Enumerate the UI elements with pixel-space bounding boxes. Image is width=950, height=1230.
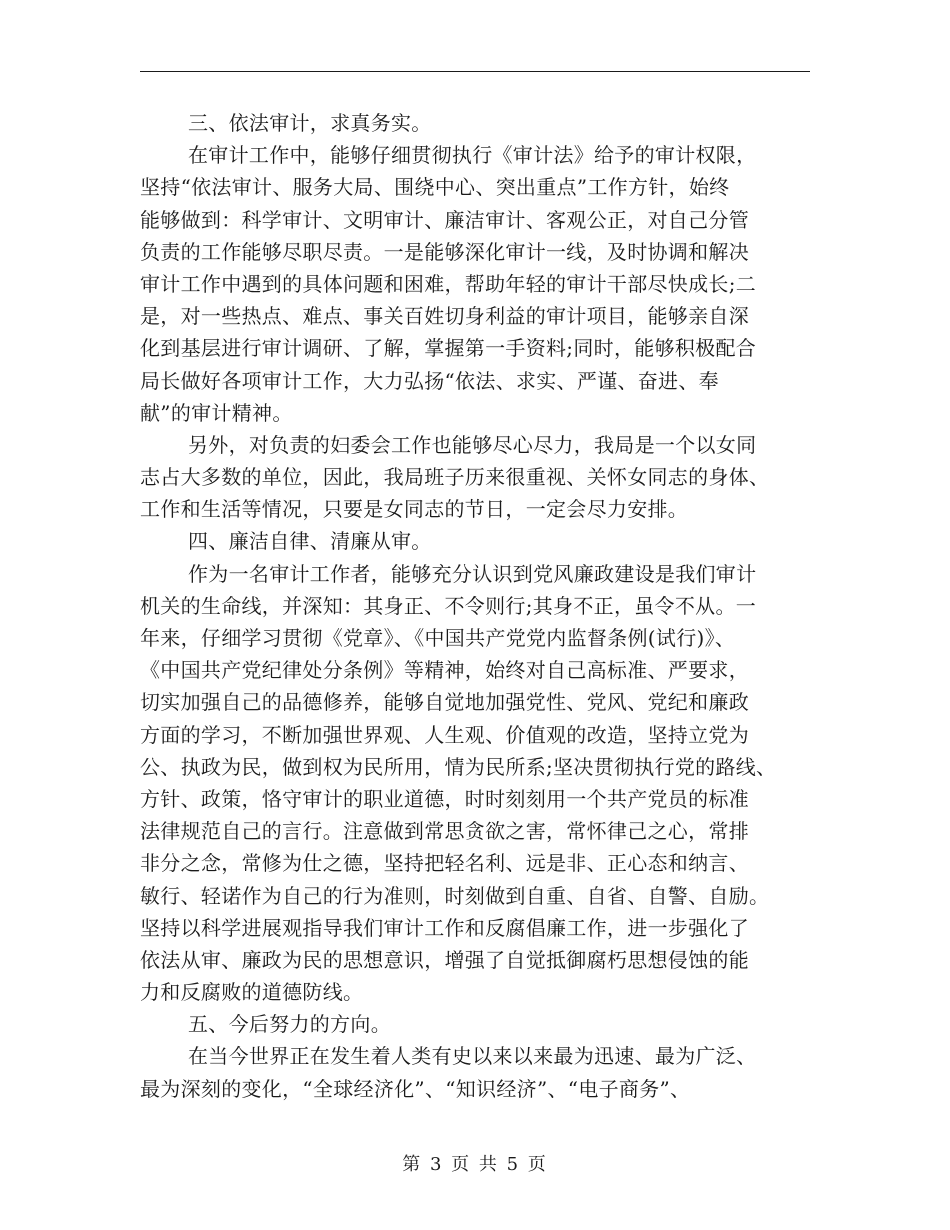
text-line: 坚持“依法审计、服务大局、围绕中心、突出重点”工作方针，始终	[140, 175, 730, 200]
text-line: 是，对一些热点、难点、事关百姓切身利益的审计项目，能够亲自深	[140, 304, 749, 329]
text-line: 非分之念，常修为仕之德，坚持把轻名利、远是非、正心态和纳言、	[140, 851, 749, 876]
text-line: 能够做到：科学审计、文明审计、廉洁审计、客观公正，对自己分管	[140, 207, 749, 232]
text-line: 志占大多数的单位，因此，我局班子历来很重视、关怀女同志的身体、	[140, 465, 770, 490]
text-line: 另外，对负责的妇委会工作也能够尽心尽力，我局是一个以女同	[188, 432, 757, 457]
text-line: 工作和生活等情况，只要是女同志的节日，一定会尽力安排。	[140, 497, 689, 522]
text-line: 化到基层进行审计调研、了解，掌握第一手资料;同时，能够积极配合	[140, 336, 757, 361]
text-line: 方针、政策，恪守审计的职业道德，时时刻刻用一个共产党员的标准	[140, 786, 749, 811]
document-body	[140, 107, 830, 1105]
text-line: 三、依法审计，求真务实。	[188, 111, 432, 135]
text-line: 四、廉洁自律、清廉从审。	[188, 529, 432, 554]
text-line: 年来，仔细学习贯彻《党章》、《中国共产党党内监督条例(试行)》、	[140, 626, 736, 650]
text-line: 坚持以科学进展观指导我们审计工作和反腐倡廉工作，进一步强化了	[140, 915, 749, 940]
text-line: 力和反腐败的道德防线。	[140, 980, 364, 1005]
text-line: 切实加强自己的品德修养，能够自觉地加强党性、党风、党纪和廉政	[140, 690, 749, 715]
page-number-footer: 第 3 页 共 5 页	[402, 1154, 548, 1175]
text-line: 在当今世界正在发生着人类有史以来以来最为迅速、最为广泛、	[188, 1044, 757, 1069]
text-line: 负责的工作能够尽职尽责。一是能够深化审计一线，及时协调和解决	[140, 239, 749, 264]
text-line: 在审计工作中，能够仔细贯彻执行《审计法》给予的审计权限，	[188, 143, 757, 168]
header-rule	[140, 71, 810, 72]
text-line: 作为一名审计工作者，能够充分认识到党风廉政建设是我们审计	[188, 561, 757, 586]
text-line: 局长做好各项审计工作，大力弘扬“依法、求实、严谨、奋进、奉	[140, 368, 719, 393]
text-line: 审计工作中遇到的具体问题和困难，帮助年轻的审计干部尽快成长;二	[140, 271, 757, 296]
text-line: 五、今后努力的方向。	[188, 1012, 391, 1037]
text-line: 机关的生命线，并深知：其身正、不令则行;其身不正，虽令不从。一	[140, 593, 757, 618]
text-line: 方面的学习，不断加强世界观、人生观、价值观的改造，坚持立党为	[140, 722, 749, 747]
text-line: 法律规范自己的言行。注意做到常思贪欲之害，常怀律己之心，常排	[140, 819, 749, 844]
text-line: 敏行、轻诺作为自己的行为准则，时刻做到自重、自省、自警、自励。	[140, 883, 770, 908]
text-line: 《中国共产党纪律处分条例》等精神，始终对自己高标准、严要求，	[140, 658, 749, 683]
text-line: 依法从审、廉政为民的思想意识，增强了自觉抵御腐朽思想侵蚀的能	[140, 947, 749, 972]
text-line: 最为深刻的变化，“全球经济化”、“知识经济”、“电子商务”、	[140, 1076, 691, 1101]
text-line: 献”的审计精神。	[140, 400, 293, 425]
text-line: 公、执政为民，做到权为民所用，情为民所系;坚决贯彻执行党的路线、	[140, 754, 777, 779]
